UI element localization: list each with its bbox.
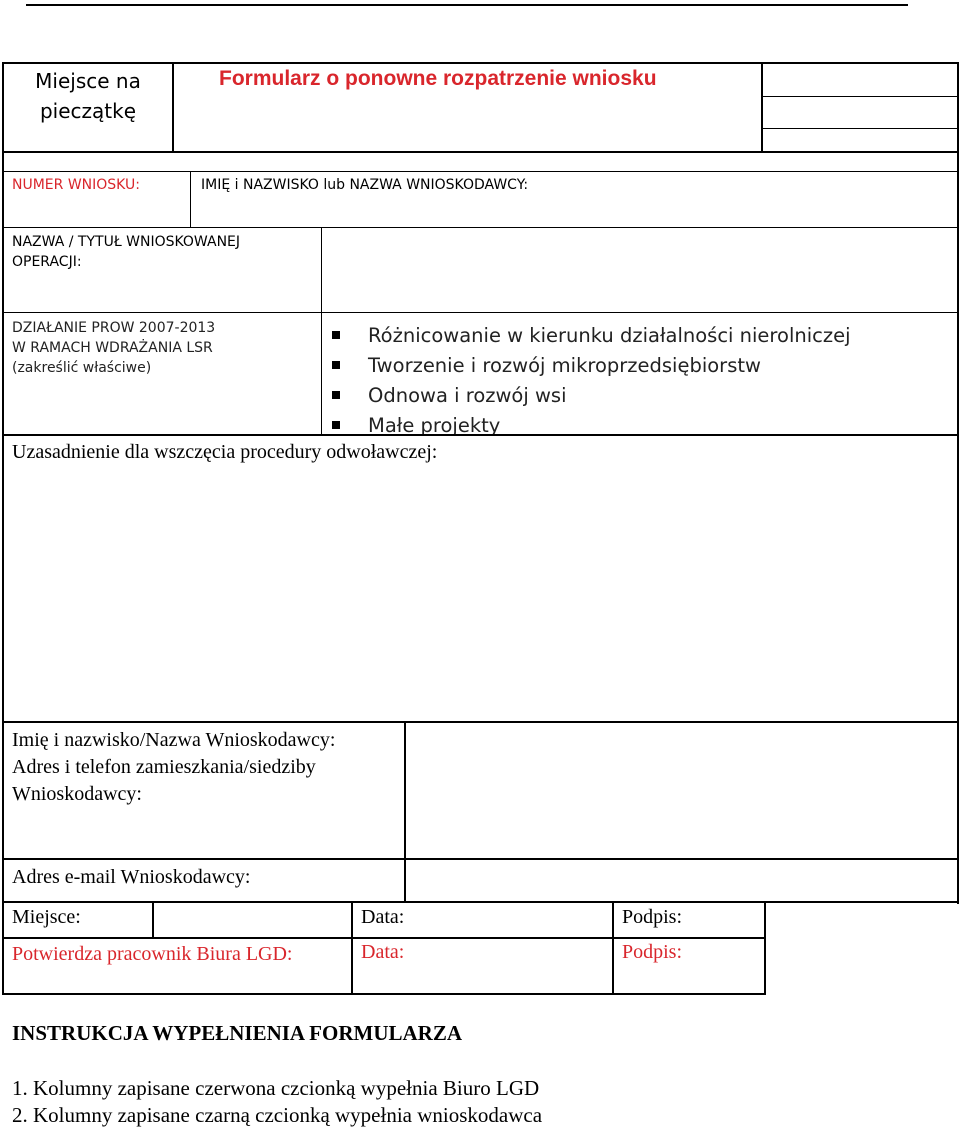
applicant-name-address-labels [12,727,397,808]
action-option-label: Małe projekty [368,413,501,437]
top-rule [26,4,908,6]
table-border [2,937,766,939]
application-number-label: NUMER WNIOSKU: [12,177,140,193]
table-border [2,62,4,440]
action-option-label: Odnowa i rozwój wsi [368,383,567,407]
applicant-email-label: Adres e-mail Wnioskodawcy: [12,866,251,888]
square-bullet-icon [332,361,340,369]
action-label-line: (zakreślić właściwe) [12,360,152,376]
action-label-line: DZIAŁANIE PROW 2007-2013 [12,320,216,336]
action-options-list [332,320,952,440]
table-border [612,901,614,995]
office-confirm-label: Potwierdza pracownik Biura LGD: [12,943,293,965]
table-border [764,901,766,995]
table-border [2,171,959,172]
table-border [351,901,353,995]
instruction-item: 2. Kolumny zapisane czarną czcionką wypełnia wnioskodawca [12,1103,543,1127]
table-border [152,901,154,938]
table-border [2,901,4,995]
applicant-address-label: Adres i telefon zamieszkania/siedziby Wnioskodawcy: [12,756,316,805]
applicant-name-address-field[interactable] [408,724,954,854]
table-border [2,151,959,153]
table-border [172,62,174,152]
action-option[interactable] [332,380,952,410]
action-label-line: W RAMACH WDRAŻANIA LSR [12,340,213,356]
table-border [321,312,322,434]
office-signature-label: Podpis: [622,941,683,963]
table-border [762,128,958,129]
applicant-email-field[interactable] [408,861,954,899]
applicant-name-label: IMIĘ i NAZWISKO lub NAZWA WNIOSKODAWCY: [201,177,529,193]
table-border [2,312,959,313]
date-label: Data: [361,906,405,928]
operation-title-label: NAZWA / TYTUŁ WNIOSKOWANEJ OPERACJI: [12,234,241,270]
instructions-heading: INSTRUKCJA WYPEŁNIENIA FORMULARZA [12,1021,463,1045]
instruction-item: 1. Kolumny zapisane czerwona czcionką wypełnia Biuro LGD [12,1076,540,1100]
stamp-placeholder: Miejsce na pieczątkę [35,69,141,123]
applicant-name-label: Imię i nazwisko/Nazwa Wnioskodawcy: [12,729,336,751]
table-border [404,721,406,902]
table-border [321,227,322,312]
table-border [2,434,4,904]
action-option-label: Różnicowanie w kierunku działalności nierolniczej [368,323,851,347]
justification-field[interactable] [6,470,954,718]
form-title: Formularz o ponowne rozpatrzenie wniosku [219,67,657,90]
table-border [2,227,959,228]
place-field[interactable] [156,904,348,935]
table-border [2,993,766,995]
action-option[interactable] [332,320,952,350]
table-border [190,171,191,227]
table-border [762,96,958,97]
table-border [2,434,959,436]
table-border [2,858,959,860]
table-border [2,62,959,64]
square-bullet-icon [332,331,340,339]
action-label [12,318,312,378]
square-bullet-icon [332,421,340,429]
action-option[interactable] [332,350,952,380]
table-border [957,434,959,904]
place-label: Miejsce: [12,906,81,928]
square-bullet-icon [332,391,340,399]
office-date-label: Data: [361,941,405,963]
table-border [2,901,959,903]
justification-label: Uzasadnienie dla wszczęcia procedury odwoławczej: [12,441,438,463]
signature-label: Podpis: [622,906,683,928]
action-option-label: Tworzenie i rozwój mikroprzedsiębiorstw [368,353,761,377]
table-border [761,62,763,152]
table-border [2,721,959,723]
table-border [957,62,959,440]
